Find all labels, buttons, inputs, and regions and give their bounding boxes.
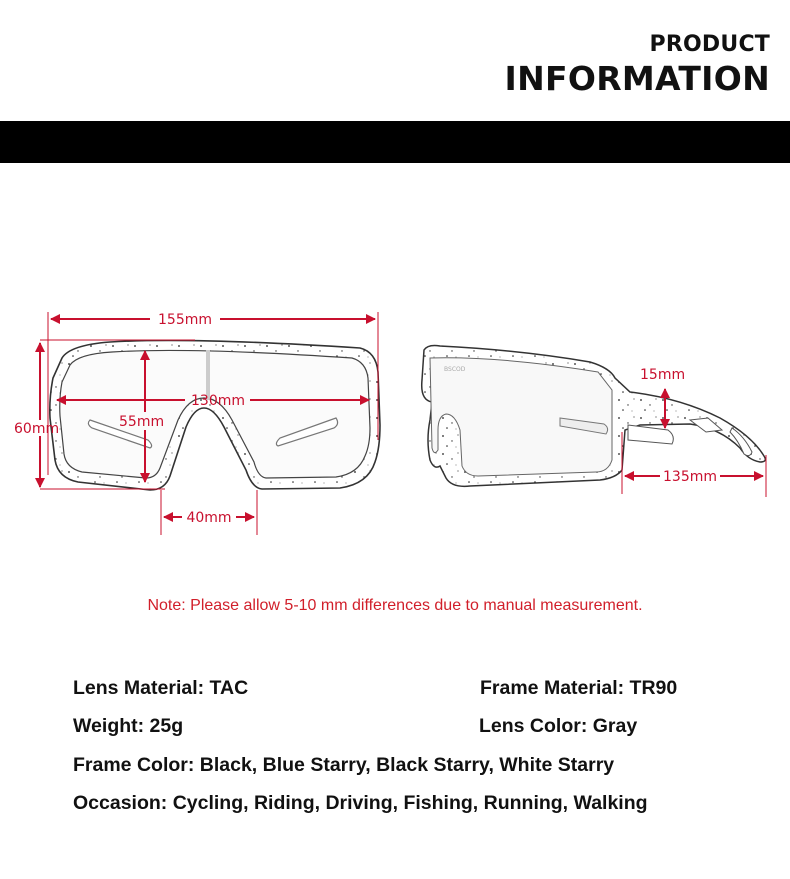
spec-frame-material: Frame Material: TR90 xyxy=(480,677,678,699)
spec-occasion: Occasion: Cycling, Riding, Driving, Fishing, Running, Walking xyxy=(73,792,648,814)
dim-temple-height: 15mm xyxy=(640,367,686,383)
spec-weight: Weight: 25g xyxy=(73,715,184,737)
dim-lens-height: 55mm xyxy=(119,414,165,430)
title-line-information: INFORMATION xyxy=(504,59,770,98)
side-view-glasses xyxy=(422,346,766,487)
title-line-product: PRODUCT xyxy=(649,32,770,57)
svg-text:BSCOD: BSCOD xyxy=(444,366,466,373)
measurement-note: Note: Please allow 5-10 mm differences due to manual measurement. xyxy=(147,597,643,614)
dim-bridge-width: 40mm xyxy=(186,510,232,526)
dim-total-height: 60mm xyxy=(14,421,60,437)
dim-temple-length: 135mm xyxy=(663,469,717,485)
front-view-glasses xyxy=(50,340,380,490)
dim-lens-width: 130mm xyxy=(191,393,245,409)
dim-total-width: 155mm xyxy=(158,312,212,328)
spec-frame-color: Frame Color: Black, Blue Starry, Black Starry, White Starry xyxy=(73,754,615,776)
spec-lens-material: Lens Material: TAC xyxy=(73,677,249,699)
spec-lens-color: Lens Color: Gray xyxy=(479,715,638,737)
